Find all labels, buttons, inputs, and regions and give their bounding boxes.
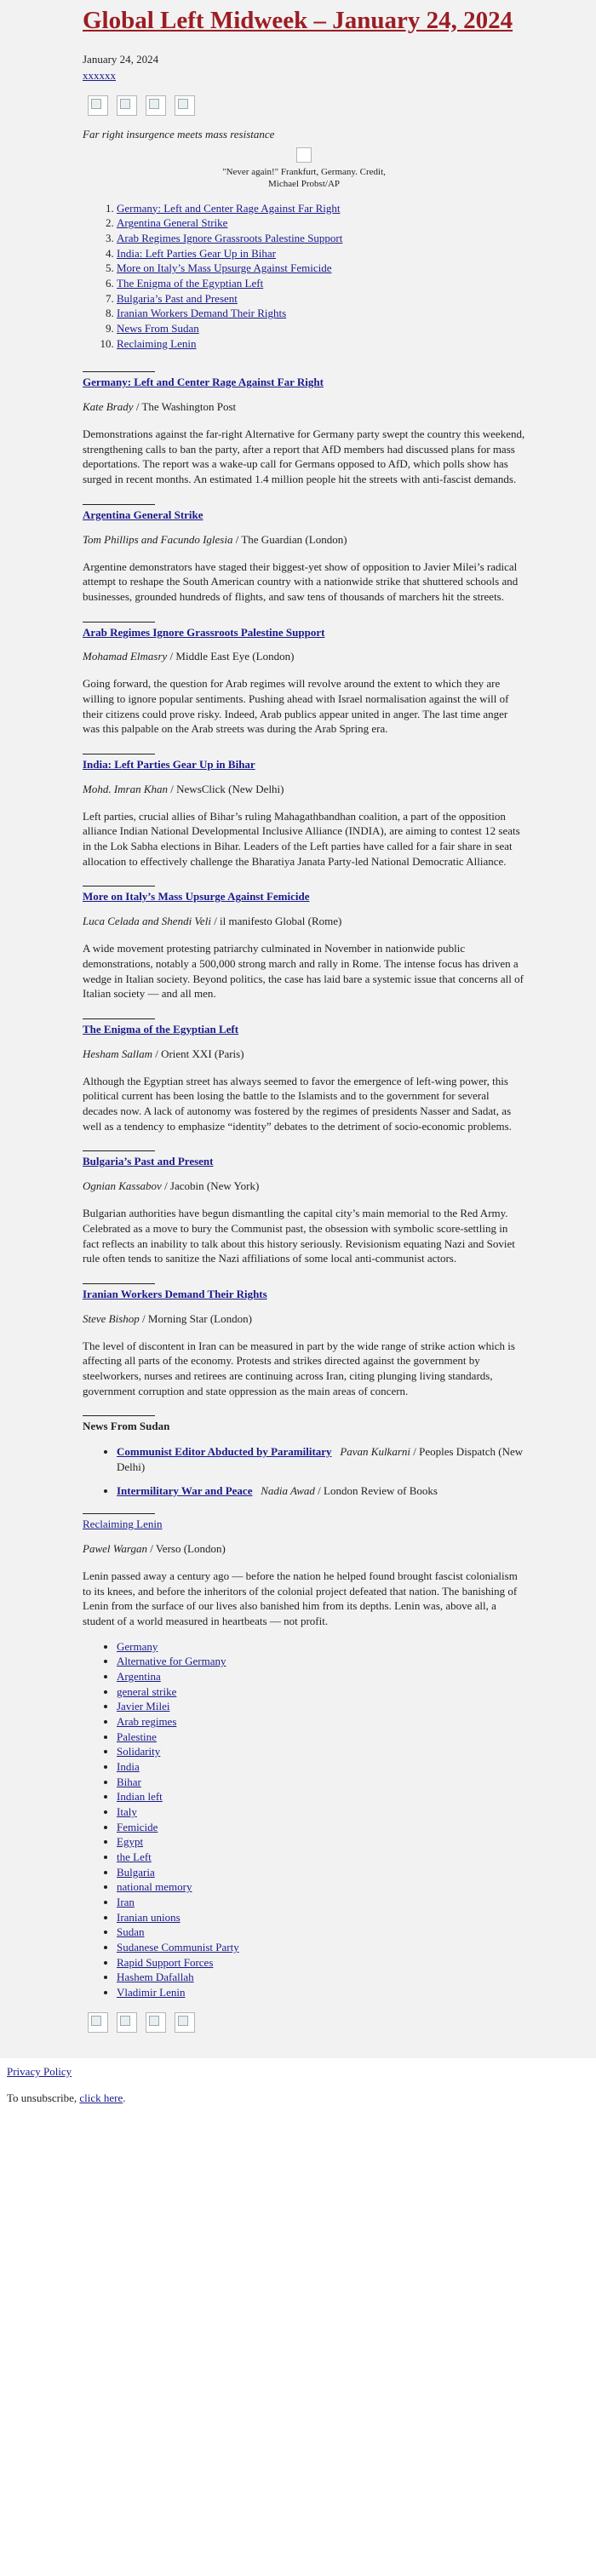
toc-link[interactable]: Argentina General Strike [117, 216, 228, 230]
tag-link[interactable]: Iranian unions [117, 1910, 181, 1924]
article-title-link[interactable]: The Enigma of the Egyptian Left [83, 1022, 239, 1036]
article [83, 1018, 525, 1133]
byline-author: Pawel Wargan [83, 1542, 147, 1556]
article-title-link[interactable]: Reclaiming Lenin [83, 1517, 163, 1531]
toc-item [117, 215, 525, 231]
tag-link[interactable]: Iran [117, 1896, 135, 1909]
byline-source: / il manifesto Global (Rome) [210, 915, 342, 928]
divider [83, 1018, 155, 1019]
article-title-link[interactable]: Arab Regimes Ignore Grassroots Palestine Support [83, 625, 325, 639]
byline-source: / Jacobin (New York) [161, 1179, 260, 1193]
tag-link[interactable]: Germany [117, 1639, 158, 1653]
article-title-link[interactable]: More on Italy’s Mass Upsurge Against Femicide [83, 890, 310, 904]
article-body: A wide movement protesting patriarchy culminated in November in nationwide public demonstrations, notably a 500,000 strong march and rally in Rome. The intense focus has driven a wedge in Italian society. Beyond politics, the case has laid bare a systemic issue that concerns all of Italian society — and all men. [83, 942, 524, 1001]
publish-date: January 24, 2024 [83, 53, 159, 66]
byline [83, 915, 525, 929]
author-link[interactable]: xxxxxx [83, 69, 116, 83]
tag-link[interactable]: Femicide [117, 1820, 158, 1833]
article-title [83, 758, 525, 772]
byline-author: Hesham Sallam [83, 1047, 152, 1060]
byline-author: Steve Bishop [83, 1311, 140, 1325]
toc-item [117, 276, 525, 291]
byline [83, 1179, 525, 1194]
tag-link[interactable]: India [117, 1760, 140, 1774]
toc-link[interactable]: India: Left Parties Gear Up in Bihar [117, 246, 276, 260]
byline-source: / NewsClick (New Delhi) [168, 782, 284, 795]
divider [83, 1150, 155, 1151]
divider [83, 1415, 155, 1416]
article-title-link[interactable]: India: Left Parties Gear Up in Bihar [83, 757, 255, 771]
tag-link[interactable]: Vladimir Lenin [117, 1986, 186, 1999]
byline-author: Tom Phillips and Facundo Iglesia [83, 532, 233, 546]
toc-item [117, 336, 525, 352]
footer [0, 2058, 596, 2128]
tag-link[interactable]: Indian left [117, 1790, 163, 1804]
divider [83, 1513, 155, 1514]
unsubscribe-period: . [123, 2091, 126, 2104]
hero-caption: "Never again!" Frankfurt, Germany. Credit, Michael Probst/AP [222, 167, 386, 189]
tag-link[interactable]: Solidarity [117, 1745, 161, 1758]
tag-link[interactable]: general strike [117, 1684, 177, 1698]
table-of-contents [83, 201, 525, 352]
tag-list [83, 1639, 525, 2000]
tag-item [117, 1699, 525, 1714]
tag-item [117, 1865, 525, 1880]
tag-item [117, 1744, 525, 1759]
article [83, 622, 525, 737]
article-title [83, 626, 525, 640]
byline [83, 650, 525, 664]
article-body: Going forward, the question for Arab regimes will revolve around the extent to which they are willing to ignore popular sentiments. Pushing ahead with Israel normalisation against the will of their citizens could prove risky. Indeed, Arab publics appear united in anger. The last time anger was this palpable on the Arab streets was during the Arab Spring era. [83, 677, 509, 736]
toc-link[interactable]: Reclaiming Lenin [117, 336, 197, 350]
tag-item [117, 1925, 525, 1940]
article-title [83, 1023, 525, 1037]
tag-link[interactable]: Italy [117, 1805, 137, 1819]
tag-item [117, 1639, 525, 1655]
article-body: Lenin passed away a century ago — before the nation he helped found brought fascist colonialism to its knees, and before the inheritors of the colonial project defeated that nation. The banishing of Lenin from the surface of our lives also banished him from its depths. Lenin was, above all, a student of a world measured in heartbeats — not profit. [83, 1569, 518, 1628]
toc-link[interactable]: More on Italy’s Mass Upsurge Against Femicide [117, 261, 332, 275]
byline-author: Mohd. Imran Khan [83, 782, 169, 795]
byline-author: Ognian Kassabov [83, 1179, 162, 1193]
toc-item [117, 261, 525, 276]
article-body: Left parties, crucial allies of Bihar’s ruling Mahagathbandhan coalition, a part of the opposition alliance Indian National Developmental Inclusive Alliance (INDIA), are aiming to contest 12 seats in the Lok Sabha elections in Bihar. Leaders of the Left parties have called for a fair share in seat allocation to effectively challenge the Bharatiya Janata Party-led National Democratic Alliance. [83, 809, 520, 868]
tag-item [117, 1955, 525, 1971]
byline-source: / London Review of Books [314, 1483, 438, 1497]
tag-item [117, 1985, 525, 2000]
article [83, 1513, 525, 1628]
byline [83, 1542, 525, 1557]
email-icon[interactable] [175, 95, 195, 116]
byline-author: Luca Celada and Shendi Veli [83, 915, 211, 928]
article-title-link[interactable]: Iranian Workers Demand Their Rights [83, 1287, 267, 1300]
footer-share-bar [88, 2012, 525, 2033]
article-title-link[interactable]: Germany: Left and Center Rage Against Far Right [83, 376, 324, 389]
byline-source: / The Guardian (London) [232, 532, 347, 546]
newsletter-content [83, 7, 525, 2033]
facebook-icon[interactable] [88, 95, 108, 116]
twitter-icon[interactable] [117, 2012, 137, 2033]
article-title [83, 1517, 525, 1532]
tag-item [117, 1669, 525, 1684]
tag-item [117, 1684, 525, 1700]
tag-item [117, 1850, 525, 1865]
toc-link[interactable]: Arab Regimes Ignore Grassroots Palestine Support [117, 231, 343, 244]
tag-item [117, 1804, 525, 1820]
article [83, 504, 525, 605]
byline [83, 533, 525, 548]
article-title [83, 890, 525, 904]
sudan-title: News From Sudan [83, 1420, 170, 1433]
article-title-link[interactable]: Bulgaria’s Past and Present [83, 1155, 214, 1168]
tag-item [117, 1789, 525, 1804]
article-title [83, 1155, 525, 1169]
tag-item [117, 1970, 525, 1985]
article-body: Bulgarian authorities have begun dismantling the capital city’s main memorial to the Red Army. Celebrated as a move to bury the Communist past, the obsession with symbolic score-settling in fact reflects an inability to talk about this history seriously. Revisionism equating Nazi and Soviet rule often tends to sanitize the Nazi affiliations of some local anti-communist actors. [83, 1207, 515, 1265]
tag-item [117, 1820, 525, 1835]
tag-item [117, 1910, 525, 1925]
toc-item [117, 321, 525, 336]
tag-link[interactable]: Rapid Support Forces [117, 1955, 214, 1969]
tag-link[interactable]: national memory [117, 1880, 192, 1894]
toc-link[interactable]: Iranian Workers Demand Their Rights [117, 307, 287, 320]
linkedin-icon[interactable] [146, 95, 166, 116]
broken-image-icon [296, 147, 312, 163]
tag-link[interactable]: Palestine [117, 1730, 157, 1743]
byline-author: Nadia Awad [261, 1483, 315, 1497]
tag-link[interactable]: Bulgaria [117, 1865, 155, 1879]
tag-link[interactable]: Alternative for Germany [117, 1655, 226, 1668]
byline-author: Pavan Kulkarni [340, 1445, 410, 1459]
article-body: The level of discontent in Iran can be measured in part by the wide range of strike action which is affecting all parts of the economy. Protests and strikes directed against the government by steelworkers, nurses and retirees are continuing across Iran, citing plunging living standards, government corruption and state oppression as the main areas of concern. [83, 1339, 515, 1397]
sudan-section [83, 1415, 525, 1498]
tag-link[interactable]: Javier Milei [117, 1700, 170, 1713]
twitter-icon[interactable] [117, 95, 137, 116]
list-item [117, 1444, 525, 1474]
article-body: Demonstrations against the far-right Alternative for Germany party swept the country this weekend, strengthening calls to ban the party, after a report that AfD members had discussed plans for mass deportations. The report was a wake-up call for Germans opposed to AfD, which polls show has surged in recent months. An estimated 1.4 million people hit the streets with anti-fascist demands. [83, 427, 525, 486]
unsubscribe-text: To unsubscribe, [7, 2091, 80, 2104]
email-icon[interactable] [175, 2012, 195, 2033]
tag-item [117, 1834, 525, 1850]
hero-figure [83, 147, 525, 190]
linkedin-icon[interactable] [146, 2012, 166, 2033]
privacy-row [7, 2065, 589, 2080]
article [83, 1283, 525, 1398]
tag-link[interactable]: Egypt [117, 1835, 144, 1849]
facebook-icon[interactable] [88, 2012, 108, 2033]
article [83, 1150, 525, 1265]
share-bar [88, 95, 525, 116]
byline [83, 400, 525, 415]
byline [83, 1047, 525, 1062]
tag-item [117, 1775, 525, 1790]
sudan-link[interactable]: Intermilitary War and Peace [117, 1483, 253, 1497]
tag-item [117, 1879, 525, 1895]
tag-link[interactable]: Argentina [117, 1670, 161, 1684]
article [83, 371, 525, 486]
divider [83, 371, 155, 372]
tag-link[interactable]: Hashem Dafallah [117, 1971, 194, 1984]
byline-source: / Middle East Eye (London) [167, 650, 295, 663]
byline [83, 783, 525, 797]
privacy-policy-link[interactable]: Privacy Policy [7, 2064, 72, 2078]
toc-item [117, 291, 525, 307]
tag-item [117, 1759, 525, 1775]
byline-source: / Orient XXI (Paris) [152, 1047, 244, 1060]
tag-item [117, 1730, 525, 1745]
toc-link[interactable]: Germany: Left and Center Rage Against Far Right [117, 201, 341, 215]
article-title [83, 376, 525, 390]
toc-item [117, 306, 525, 321]
tag-link[interactable]: Arab regimes [117, 1715, 177, 1729]
byline-source: / Morning Star (London) [139, 1311, 252, 1325]
divider [83, 504, 155, 505]
newsletter-title[interactable]: Global Left Midweek – January 24, 2024 [83, 7, 513, 34]
byline-source: / Verso (London) [146, 1542, 226, 1556]
tag-item [117, 1654, 525, 1669]
tag-link[interactable]: Sudanese Communist Party [117, 1941, 239, 1954]
divider [83, 1283, 155, 1284]
tag-link[interactable]: Sudan [117, 1925, 145, 1939]
tag-item [117, 1940, 525, 1955]
toc-item [117, 201, 525, 216]
article-body: Although the Egyptian street has always seemed to favor the emergence of left-wing power, this political current has been losing the battle to the Islamists and to the government for several decades now. A lack of autonomy was fostered by the regimes of presidents Nasser and Sadat, as well as a tendency to emphasize “identity” debates to the detriment of socio-economic problems. [83, 1074, 512, 1133]
tag-item [117, 1895, 525, 1910]
toc-item [117, 231, 525, 246]
byline-source: / Peoples Dispatch (New Delhi) [117, 1445, 524, 1473]
article-title [83, 1288, 525, 1302]
tag-link[interactable]: Bihar [117, 1775, 141, 1788]
article [83, 754, 525, 869]
byline-source: / The Washington Post [133, 400, 237, 414]
byline-author: Kate Brady [83, 400, 134, 414]
subtitle: Far right insurgence meets mass resistance [83, 128, 275, 141]
unsubscribe-row [7, 2091, 589, 2106]
byline-author: Mohamad Elmasry [83, 650, 168, 663]
article [83, 886, 525, 1001]
list-item [117, 1483, 525, 1499]
tag-link[interactable]: the Left [117, 1850, 152, 1864]
sudan-list [83, 1444, 525, 1498]
article-title-link[interactable]: Argentina General Strike [83, 508, 203, 521]
article-title [83, 508, 525, 523]
article-body: Argentine demonstrators have staged their biggest-yet show of opposition to Javier Milei’s radical attempt to reshape the South American country with a nationwide strike that shuttered schools and businesses, grounded hundreds of flights, and saw tens of thousands of marchers hit the streets. [83, 559, 519, 603]
toc-link[interactable]: News From Sudan [117, 321, 199, 335]
tag-item [117, 1714, 525, 1730]
unsubscribe-link[interactable]: click here [79, 2091, 123, 2104]
toc-link[interactable]: Bulgaria’s Past and Present [117, 291, 238, 305]
byline [83, 1312, 525, 1327]
sudan-link[interactable]: Communist Editor Abducted by Paramilitary [117, 1445, 332, 1459]
toc-link[interactable]: The Enigma of the Egyptian Left [117, 276, 264, 290]
toc-item [117, 246, 525, 261]
